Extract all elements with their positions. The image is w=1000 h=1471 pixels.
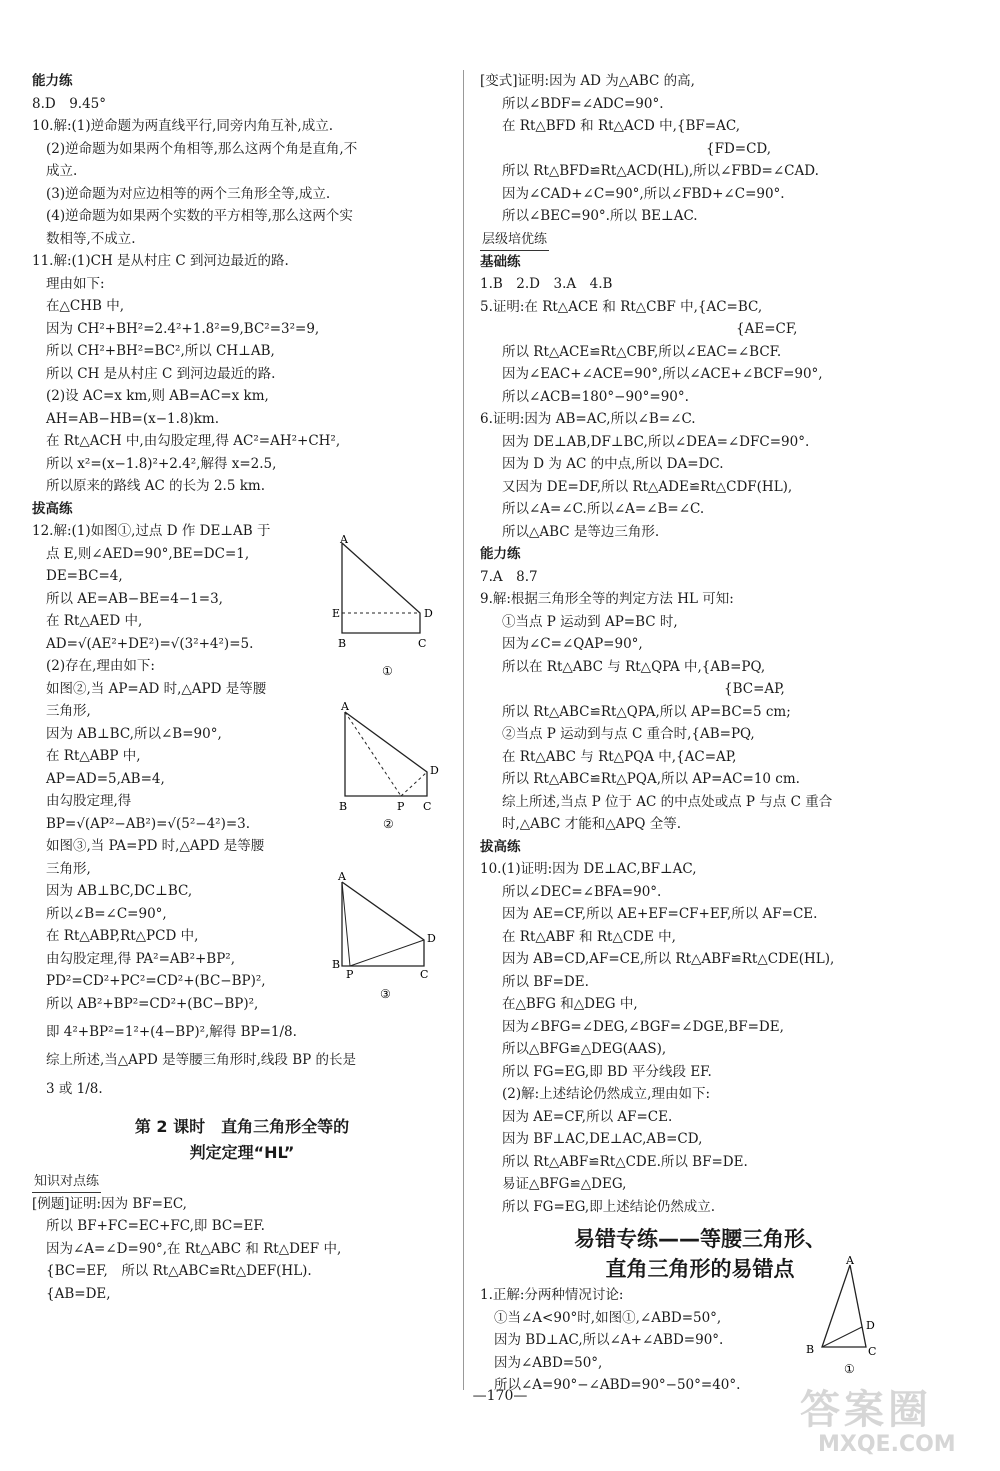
- answer-line: {FD=CD,: [706, 140, 772, 157]
- answer-line: 所以∠A=90°−∠ABD=90°−50°=40°.: [494, 1377, 741, 1393]
- answer-line: 因为 AB⊥BC,所以∠B=90°,: [46, 725, 222, 742]
- answer-line: 因为 AE=CF,所以 AF=CE.: [502, 1108, 673, 1125]
- label-c: C: [418, 637, 427, 650]
- answer-line: 三角形,: [46, 703, 91, 719]
- answer-line: 11.解:(1)CH 是从村庄 C 到河边最近的路.: [32, 253, 289, 269]
- answer-line: (3)逆命题为对应边相等的两个三角形全等,成立.: [46, 185, 331, 202]
- right-column: [480, 70, 920, 1397]
- answer-line: 所以 AB²+BP²=CD²+(BC−BP)²,: [46, 995, 259, 1012]
- answer-line: 即 4²+BP²=1²+(4−BP)²,解得 BP=1/8.: [46, 1024, 297, 1040]
- answer-line: 在 Rt△ABC 与 Rt△PQA 中,{AC=AP,: [502, 748, 737, 765]
- answer-line: 数相等,不成立.: [46, 230, 136, 247]
- answer-line: 7.A 8.7: [480, 568, 538, 585]
- answer-line: {AB=DE,: [46, 1285, 111, 1302]
- answer-line: AP=AD=5,AB=4,: [46, 770, 165, 787]
- brace-line: {BC=EF,: [46, 1263, 108, 1279]
- answer-line: 所以 CH²+BH²=BC²,所以 CH⊥AB,: [46, 343, 275, 359]
- watermark-url: MXQE.COM: [818, 1432, 956, 1457]
- answer-line: 所以∠BDF=∠ADC=90°.: [502, 95, 664, 112]
- label-c: C: [423, 800, 432, 813]
- label-b: B: [338, 637, 347, 650]
- answer-line: 在△CHB 中,: [46, 298, 124, 314]
- section-heading: 能力练: [480, 546, 521, 562]
- section-heading: 拔高练: [32, 500, 73, 517]
- page-number: —170—: [472, 1388, 528, 1404]
- answer-line: 12.解:(1)如图①,过点 D 作 DE⊥AB 于: [32, 523, 271, 539]
- answer-line: 理由如下:: [46, 275, 105, 292]
- answer-line: 所以 Rt△BFD≌Rt△ACD(HL),所以∠FBD=∠CAD.: [502, 163, 819, 179]
- answer-line: 点 E,则∠AED=90°,BE=DC=1,: [46, 545, 250, 562]
- answer-line: 1.B 2.D 3.A 4.B: [480, 276, 613, 292]
- answer-line: 时,△ABC 才能和△APQ 全等.: [502, 816, 682, 832]
- answer-line: ②当点 P 运动到与点 C 重合时,{AB=PQ,: [502, 726, 755, 742]
- label-d: D: [427, 932, 436, 945]
- label-b: B: [332, 958, 341, 971]
- answer-line: 又因为 DE=DF,所以 Rt△ADE≌Rt△CDF(HL),: [502, 478, 793, 495]
- column-divider: [463, 70, 464, 1390]
- label-b: B: [339, 800, 348, 813]
- answer-line: 所以 FG=EG,即 BD 平分线段 EF.: [502, 1063, 712, 1080]
- answer-line: BP=√(AP²−AB²)=√(5²−4²)=3.: [46, 815, 251, 832]
- answer-line: {AE=CF,: [736, 321, 798, 337]
- answer-line: 所以∠BEC=90°.所以 BE⊥AC.: [502, 208, 698, 224]
- figure-3: [330, 870, 445, 1005]
- label-e: E: [332, 607, 341, 620]
- answer-line: 综上所述,当点 P 位于 AC 的中点处或点 P 与点 C 重合: [502, 793, 833, 810]
- answer-line: DE=BC=4,: [46, 568, 123, 584]
- answer-line: 所以∠ACB=180°−90°=90°.: [502, 388, 689, 405]
- label-a: A: [341, 700, 349, 713]
- answer-line: [变式]证明:因为 AD 为△ABC 的高,: [480, 73, 695, 89]
- answer-line: 在 Rt△ACH 中,由勾股定理,得 AC²=AH²+CH²,: [46, 433, 341, 449]
- lesson-title: 判定定理“HL”: [189, 1142, 295, 1162]
- lesson-title: 第 2 课时 直角三角形全等的: [134, 1116, 350, 1136]
- figure-number: ③: [380, 987, 391, 1001]
- answer-line: 易证△BFG≌△DEG,: [502, 1176, 627, 1192]
- answer-line: ①当点 P 运动到 AP=BC 时,: [502, 613, 678, 630]
- answer-line: 8.D 9.45°: [32, 95, 107, 112]
- answer-line: (2)存在,理由如下:: [46, 658, 155, 674]
- answer-line: 6.证明:因为 AB=AC,所以∠B=∠C.: [480, 411, 696, 427]
- answer-line: 在 Rt△BFD 和 Rt△ACD 中,{BF=AC,: [502, 118, 740, 134]
- answer-line: 所以∠B=∠C=90°,: [46, 905, 167, 922]
- answer-line: 所以 AE=AB−BE=4−1=3,: [46, 590, 223, 607]
- label-p: P: [346, 968, 354, 981]
- answer-line: 所以△ABC 是等边三角形.: [502, 523, 660, 540]
- answer-line: 9.解:根据三角形全等的判定方法 HL 可知:: [480, 591, 734, 607]
- answer-line: 5.证明:在 Rt△ACE 和 Rt△CBF 中,{AC=BC,: [480, 298, 763, 315]
- label-d: D: [430, 764, 439, 777]
- answer-line: 因为 AE=CF,所以 AE+EF=CF+EF,所以 AF=CE.: [502, 906, 818, 922]
- answer-line: 成立.: [46, 163, 78, 179]
- answer-line: [例题]证明:因为 BF=EC,: [32, 1195, 187, 1212]
- answer-line: 因为 BF⊥AC,DE⊥AC,AB=CD,: [502, 1131, 703, 1147]
- answer-line: 在 Rt△AED 中,: [46, 613, 143, 629]
- answer-line: 所以△BFG≌△DEG(AAS),: [502, 1041, 667, 1057]
- answer-line: 10.(1)证明:因为 DE⊥AC,BF⊥AC,: [480, 861, 697, 877]
- answer-line: 因为∠ABD=50°,: [494, 1354, 603, 1371]
- answer-line: 在 Rt△ABP,Rt△PCD 中,: [46, 928, 199, 944]
- figure-number: ②: [383, 817, 394, 831]
- answer-line: (2)逆命题为如果两个角相等,那么这两个角是直角,不: [46, 140, 358, 157]
- answer-line: PD²=CD²+PC²=CD²+(BC−BP)²,: [46, 973, 266, 989]
- answer-line: 所以 CH 是从村庄 C 到河边最近的路.: [46, 365, 276, 382]
- answer-line: 所以 x²=(x−1.8)²+2.4²,解得 x=2.5,: [46, 455, 277, 472]
- answer-line: 因为∠EAC+∠ACE=90°,所以∠ACE+∠BCF=90°,: [502, 366, 823, 382]
- label-c: C: [420, 968, 429, 981]
- answer-line: 所以在 Rt△ABC 与 Rt△QPA 中,{AB=PQ,: [502, 658, 766, 675]
- figure-1: [330, 535, 445, 685]
- answer-line: (2)解:上述结论仍然成立,理由如下:: [502, 1086, 711, 1102]
- answer-line: 由勾股定理,得 PA²=AB²+BP²,: [46, 950, 235, 967]
- answer-line: 在 Rt△ABF 和 Rt△CDE 中,: [502, 928, 676, 945]
- answer-line: 因为∠A=∠D=90°,在 Rt△ABC 和 Rt△DEF 中,: [46, 1240, 342, 1257]
- answer-line: 综上所述,当△APD 是等腰三角形时,线段 BP 的长是: [46, 1052, 356, 1068]
- section-heading: 能力练: [32, 73, 73, 89]
- figure-2: [335, 700, 445, 835]
- figure-number: ①: [382, 664, 393, 678]
- label-d: D: [866, 1319, 875, 1332]
- answer-line: 三角形,: [46, 860, 91, 877]
- answer-line: 所以 Rt△ABF≌Rt△CDE.所以 BF=DE.: [502, 1153, 748, 1170]
- answer-line: 因为 AB⊥BC,DC⊥BC,: [46, 883, 193, 899]
- watermark-logo: 答案圈: [800, 1387, 932, 1433]
- answer-line: 因为 AB=CD,AF=CE,所以 Rt△ABF≌Rt△CDE(HL),: [502, 951, 835, 967]
- answer-line: 在△BFG 和△DEG 中,: [502, 996, 638, 1012]
- answer-line: 如图③,当 PA=PD 时,△APD 是等腰: [46, 838, 265, 854]
- answer-line: 所以原来的路线 AC 的长为 2.5 km.: [46, 478, 265, 494]
- label-c: C: [868, 1345, 877, 1358]
- answer-line: 所以 Rt△ABC≌Rt△PQA,所以 AP=AC=10 cm.: [502, 771, 800, 787]
- label-p: P: [397, 800, 405, 813]
- answer-line: 因为∠C=∠QAP=90°,: [502, 636, 643, 652]
- answer-line: 由勾股定理,得: [46, 793, 132, 809]
- special-title: 直角三角形的易错点: [605, 1257, 795, 1281]
- answer-line: 所以∠DEC=∠BFA=90°.: [502, 883, 662, 900]
- label-a: A: [340, 535, 348, 546]
- label-b: B: [806, 1343, 815, 1356]
- answer-line: 因为∠CAD+∠C=90°,所以∠FBD+∠C=90°.: [502, 185, 785, 202]
- label-d: D: [424, 607, 433, 620]
- answer-line: 如图②,当 AP=AD 时,△APD 是等腰: [46, 680, 267, 697]
- left-column: [32, 70, 452, 1305]
- answer-line: 因为 BD⊥AC,所以∠A+∠ABD=90°.: [494, 1332, 724, 1348]
- figure-4: [800, 1255, 880, 1385]
- section-heading: 基础练: [480, 253, 521, 270]
- answer-line: [32, 1260, 452, 1283]
- answer-line: (4)逆命题为如果两个实数的平方相等,那么这两个实: [46, 208, 353, 224]
- answer-line: 所以 Rt△ACE≌Rt△CBF,所以∠EAC=∠BCF.: [502, 343, 782, 360]
- answer-line: AD=√(AE²+DE²)=√(3²+4²)=5.: [46, 635, 254, 652]
- answer-line: 所以 BF=DE.: [502, 973, 589, 990]
- answer-line: ①当∠A<90°时,如图①,∠ABD=50°,: [494, 1309, 722, 1326]
- special-title: 易错专练——等腰三角形、: [574, 1227, 826, 1251]
- answer-line: 因为 DE⊥AB,DF⊥BC,所以∠DEA=∠DFC=90°.: [502, 433, 810, 450]
- answer-line: 在 Rt△ABP 中,: [46, 748, 141, 764]
- answer-line: 因为 CH²+BH²=2.4²+1.8²=9,BC²=3²=9,: [46, 320, 320, 337]
- answer-line: 所以 FG=EG,即上述结论仍然成立.: [502, 1198, 715, 1215]
- answer-line: 所以∠A=∠C.所以∠A=∠B=∠C.: [502, 501, 705, 517]
- answer-line: 所以 Rt△ABC≌Rt△QPA,所以 AP=BC=5 cm;: [502, 703, 791, 720]
- section-heading: 拔高练: [480, 838, 521, 855]
- label-a: A: [846, 1255, 854, 1267]
- label-a: A: [338, 870, 346, 883]
- answer-line: 因为∠BFG=∠DEG,∠BGF=∠DGE,BF=DE,: [502, 1018, 784, 1035]
- section-heading: 知识对点练: [32, 1172, 101, 1193]
- answer-line: {BC=AP,: [724, 681, 785, 697]
- answer-line: (2)设 AC=x km,则 AB=AC=x km,: [46, 388, 269, 404]
- answer-line: 10.解:(1)逆命题为两直线平行,同旁内角互补,成立.: [32, 118, 334, 134]
- answer-line: 1.正解:分两种情况讨论:: [480, 1287, 624, 1303]
- conclusion: 所以 Rt△ABC≌Rt△DEF(HL).: [121, 1263, 312, 1279]
- answer-line: 所以 BF+FC=EC+FC,即 BC=EF.: [46, 1218, 265, 1234]
- figure-number: ①: [844, 1362, 855, 1376]
- answer-line: AH=AB−HB=(x−1.8)km.: [46, 410, 220, 427]
- answer-line: 因为 D 为 AC 的中点,所以 DA=DC.: [502, 456, 724, 472]
- answer-line: 3 或 1/8.: [46, 1080, 103, 1097]
- section-heading: 层级培优练: [480, 230, 549, 251]
